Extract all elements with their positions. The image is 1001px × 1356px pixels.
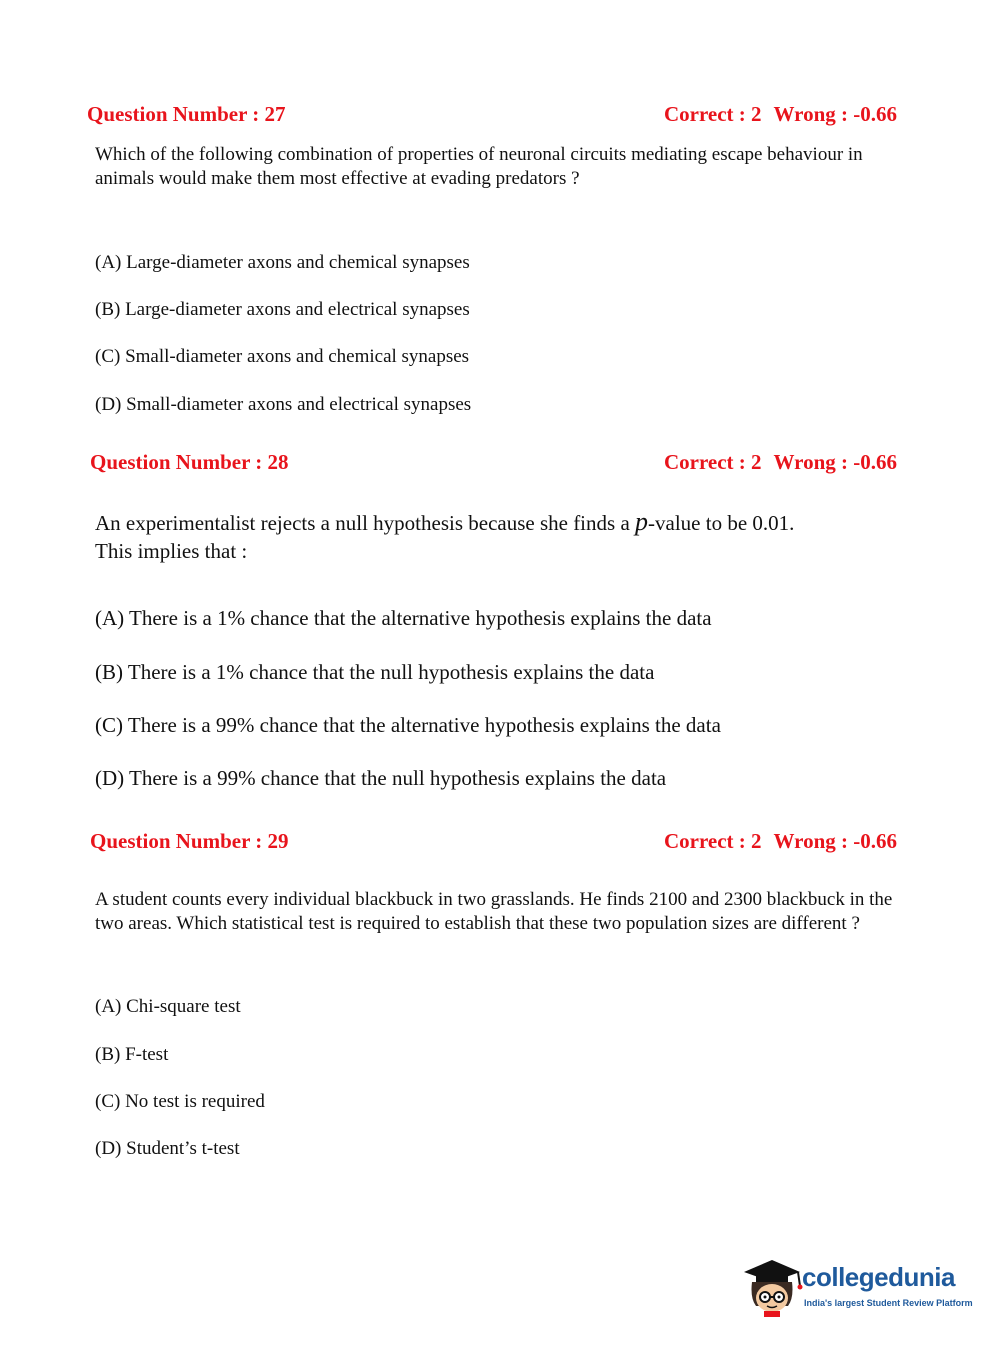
option-d-28: (D) There is a 99% chance that the null hypothesis explains the data bbox=[95, 766, 667, 790]
question-number-29: Question Number : 29 bbox=[90, 829, 289, 853]
option-a-27: (A) Large-diameter axons and chemical synapses bbox=[95, 252, 470, 273]
marks-27 bbox=[664, 102, 897, 127]
question-text-part: An experimentalist rejects a null hypothesis because she finds a bbox=[95, 511, 636, 535]
question-text-27: Which of the following combination of properties of neuronal circuits mediating escape behaviour in animals would make them most effective at evading predators ? bbox=[95, 144, 863, 189]
option-a-28: (A) There is a 1% chance that the alternative hypothesis explains the data bbox=[95, 606, 712, 630]
option-c-29: (C) No test is required bbox=[95, 1091, 265, 1112]
question-number-27: Question Number : 27 bbox=[87, 102, 286, 126]
correct-marks: Correct : 2 bbox=[663, 450, 762, 474]
wrong-marks: Wrong : -0.66 bbox=[773, 450, 897, 474]
question-number-28: Question Number : 28 bbox=[90, 450, 289, 474]
question-text-part: -value to be 0.01. bbox=[648, 511, 795, 535]
wrong-marks: Wrong : -0.66 bbox=[773, 829, 897, 853]
option-b-28: (B) There is a 1% chance that the null hypothesis explains the data bbox=[95, 660, 655, 684]
option-d-27: (D) Small-diameter axons and electrical synapses bbox=[95, 394, 472, 415]
marks-28 bbox=[664, 450, 897, 475]
marks-29 bbox=[664, 829, 897, 854]
option-a-29: (A) Chi-square test bbox=[95, 996, 241, 1017]
question-text-part: This implies that : bbox=[95, 539, 248, 563]
option-c-27: (C) Small-diameter axons and chemical synapses bbox=[95, 346, 470, 367]
option-b-29: (B) F-test bbox=[95, 1044, 169, 1065]
option-b-27: (B) Large-diameter axons and electrical synapses bbox=[95, 299, 470, 320]
question-text-29: A student counts every individual blackbuck in two grasslands. He finds 2100 and 2300 blackbuck in the two areas. Which statistical test is required to establish that these two population sizes are different ? bbox=[95, 889, 893, 934]
mascot-icon bbox=[742, 1250, 804, 1320]
question-text-28 bbox=[95, 508, 915, 565]
wrong-marks: Wrong : -0.66 bbox=[773, 102, 897, 126]
option-c-28: (C) There is a 99% chance that the alternative hypothesis explains the data bbox=[95, 713, 721, 737]
correct-marks: Correct : 2 bbox=[663, 829, 762, 853]
collegedunia-logo bbox=[742, 1250, 972, 1320]
option-d-29: (D) Student’s t-test bbox=[95, 1138, 240, 1159]
logo-tagline: India's largest Student Review Platform bbox=[804, 1298, 973, 1308]
p-variable: p bbox=[635, 507, 649, 536]
logo-name: collegedunia bbox=[802, 1262, 955, 1292]
correct-marks: Correct : 2 bbox=[663, 102, 762, 126]
